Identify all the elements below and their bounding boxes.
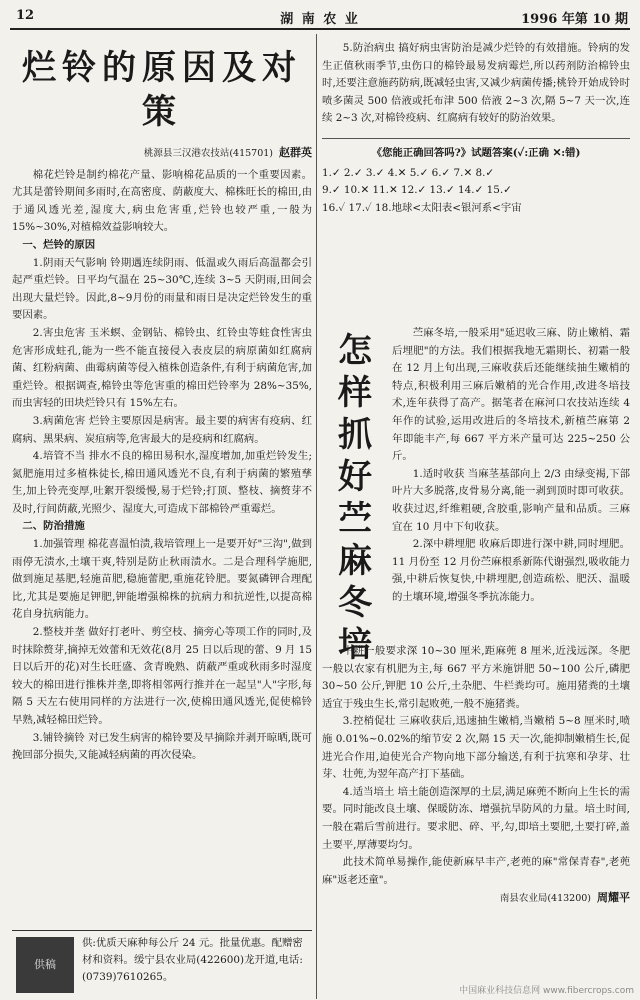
- measure-pest-control: 5.防治病虫 搞好病虫害防治是减少烂铃的有效措施。铃病的发生正值秋雨季节,虫伤口的棉铃最易发病霉烂,所以药剂防治棉铃虫时,还要注意施药防病,既减轻虫害,又减少病菌传播;桃铃开始成铃时喷多菌灵 500 倍液或托布津 500 倍液 2~3 次,隔 5~7 天一次,连续 2~3 次,对棉铃疫病、红腐病有较好的防治效果。: [322, 42, 630, 125]
- cause-disease: 3.病菌危害 烂铃主要原因是病害。最主要的病害有疫病、红腐病、黑果病、炭疽病等,危害最大的是疫病和红腐病。: [12, 414, 312, 445]
- measure-picking: 3.铺铃摘铃 对已发生病害的棉铃要及早摘除并剥开晾晒,既可挽回部分损失,又能减轻病菌的再次侵染。: [12, 731, 312, 762]
- article1-affiliation: 桃源县三汉港农技站(415701): [143, 148, 273, 159]
- article1-author: 赵群英: [279, 146, 312, 159]
- page-header: [10, 6, 630, 28]
- title-char: 培: [338, 625, 372, 665]
- title-char: 麻: [338, 541, 372, 581]
- title-char: 苎: [338, 499, 372, 539]
- article2-affiliation: 南县农业局(413200): [499, 893, 591, 905]
- issue-label: 1996 年第 10 期: [521, 12, 628, 27]
- quiz-line-1: 1.✓ 2.✓ 3.✓ 4.✕ 5.✓ 6.✓ 7.✕ 8.✓: [322, 166, 495, 179]
- article2-lower: [322, 643, 630, 988]
- section-heading-measures: 二、防治措施: [22, 520, 85, 533]
- title-char: 冬: [338, 583, 372, 623]
- article2-closing: 此技术简单易操作,能使新麻早丰产,老蔸的麻"常保青春",老蔸麻"返老还童"。: [322, 856, 630, 886]
- article2-author: 周耀平: [597, 891, 630, 905]
- quiz-line-3: 16.✓ 17.✓ 18.地球<太阳表<银河系<宇宙: [322, 201, 522, 214]
- step-tilling: 2.深中耕埋肥 收麻后即进行深中耕,同时埋肥。11 月份至 12 月份苎麻根系新陈代谢强烈,吸收能力强,中耕后恢复快,中耕埋肥,创造疏松、肥沃、温暖的土壤环境,增强冬季抗冻能力。: [392, 538, 630, 603]
- article1-intro: 棉花烂铃是制约棉花产量、影响棉花品质的一个重要因素。尤其是蕾铃期间多雨时,在高密度、荫蔽度大、棉株旺长的棉田,由于通风透光差,湿度大,病虫危害重,烂铃也较严重,一般为 15%~30%,对植棉效益影响较大。: [12, 168, 312, 234]
- measure-pruning: 2.整枝并垄 做好打老叶、剪空枝、摘旁心等项工作的同时,及时抹除赘芽,摘掉无效蕾和无效花(8月 25 日以后现的蕾、9 月 15 日以后开的花)对生长旺盛、贪青晚熟、荫蔽严重或秋雨多时湿度较大的棉田进行推株并垄,即将相邻两行推并在一起呈"人"字形,每隔 5 天左右使用同样的方法进行一次,使棉田通风透光,促使棉铃早熟,减轻棉田烂铃。: [12, 626, 312, 726]
- section-heading-causes: 一、烂铃的原因: [22, 238, 96, 251]
- article1-byline: [12, 144, 312, 163]
- cause-management: 4.培管不当 排水不良的棉田易积水,湿度增加,加重烂铃发生;氮肥施用过多植株徒长,棉田通风透光不良,有利于病菌的繁殖孳生,加上铃壳变厚,吐絮开裂缓慢,易于烂铃;打顶、整枝、摘赘芽不及时,行间荫蔽,光照少、湿度大,可造成下部棉铃严重霉烂。: [12, 450, 312, 515]
- column-divider: [316, 34, 317, 999]
- article2-upper: [392, 325, 630, 641]
- article2-intro: 苎麻冬培,一般采用"延迟收三麻、防止嫩梢、霜后埋肥"的方法。我们根据我地无霜期长、初霜一般在 12 月上旬出现,三麻收获后还能继续抽生嫩梢的特点,积极利用三麻后嫩梢的光合作用,改进冬培技术,连年获得了高产。据笔者在麻河口农技站连续 4 年作的试验,运用改进后的冬培技术,新植苎麻第 2 年即能丰产,每 667 平方米产量可达 225~250 公斤。: [392, 327, 630, 463]
- measure-management: 1.加强管理 棉花喜温怕渍,栽培管理上一是要开好"三沟",做到雨停无渍水,土壤干爽,特别是防止秋雨渍水。二是合理科学施肥,做到施足基肥,轻施苗肥,稳施蕾肥,重施花铃肥。要氮磷钾合理配比,尤其是要施足钾肥,钾能增强棉株的抗病力和抗逆性,以提高棉花自身抗病能力。: [12, 538, 312, 621]
- title-char: 怎: [338, 331, 372, 371]
- step-tilling-detail: 中耕一般要求深 10~30 厘米,距麻蔸 8 厘米,近浅远深。冬肥一般以农家有机肥为主,每 667 平方米施饼肥 50~100 公斤,磷肥 30~50 公斤,钾肥 10 公斤,土杂肥、牛栏粪均可。施用猪粪的土壤适宜于残虫生长,常引起败蔸,一般不施猪粪。: [322, 645, 630, 710]
- watermark: 中国麻业科技信息网 www.fibercrops.com: [459, 986, 634, 996]
- journal-name: 湖 南 农 业: [280, 12, 360, 27]
- step-harvest: 1.适时收获 当麻茎基部向上 2/3 由绿变褐,下部叶片大多脱落,皮骨易分离,能一剥到顶时即可收获。收获过迟,纤维粗硬,含胶重,影响产量和品质。三麻宜在 10 月中下旬收获。: [392, 467, 630, 533]
- quiz-title: 《您能正确回答吗?》试题答案(✓:正确 ✕:错): [371, 146, 581, 159]
- article2-title: [326, 330, 384, 665]
- quiz-line-2: 9.✓ 10.✕ 11.✕ 12.✓ 13.✓ 14.✓ 15.✓: [322, 184, 512, 197]
- title-char: 抓: [338, 415, 372, 455]
- article2-byline: [322, 889, 630, 908]
- cause-pests: 2.害虫危害 玉米螟、金钢钻、棉铃虫、红铃虫等蛀食性害虫危害形成蛀孔,能为一些不能直接侵入表皮层的病原菌如红腐病菌、红粉病菌、曲霉病菌等侵入植株创造条件,有利于病菌危害,加重烂铃。根据调查,棉铃虫等危害重的棉田烂铃率为 28%~35%,而虫害轻的田块烂铃只有 15%左右。: [12, 326, 312, 410]
- ad-image: 供稿: [16, 937, 74, 993]
- ad-text: 供:优质天麻种每公斤 24 元。批量优惠。配赠密材和资料。缓宁县农业局(422600)龙开道,电话:(0739)7610265。: [82, 937, 303, 983]
- page-number: 12: [16, 8, 35, 23]
- article1-continuation: [322, 40, 630, 322]
- step-soil-cover: 4.适当培土 培土能创造深厚的土层,满足麻蔸不断向上生长的需要。同时能改良土壤、保暖防冻、增强抗旱防风的力量。培土时间,一般在霜后雪前进行。要求肥、碎、平,勾,即培土要肥,土要打碎,盖土要平,厚薄要均匀。: [322, 785, 630, 851]
- article1-column: [12, 40, 312, 980]
- article1-title: 烂铃的原因及对策: [22, 48, 302, 132]
- title-char: 样: [338, 373, 372, 413]
- step-shoot-control: 3.控梢促壮 三麻收获后,迅速抽生嫩梢,当嫩梢 5~8 厘米时,喷施 0.01%~0.02%的缩节安 2 次,隔 15 天一次,能抑制嫩梢生长,促进光合作用,迫使光合产物向地下部分输送,有利于抗寒和孕芽、壮芽、壮蔸,为翌年高产打下基础。: [322, 715, 630, 781]
- cause-weather: 1.阴雨天气影响 铃期遇连续阴雨、低温或久雨后高温都会引起严重烂铃。日平均气温在 25~30℃,连续 3~5 天阴雨,田间会出现大量烂铃。因此,8~9月份的雨量和雨日是决定烂铃发生的重要因素。: [12, 256, 312, 322]
- header-rule: [10, 28, 630, 30]
- quiz-answers: [322, 138, 630, 217]
- title-char: 好: [338, 457, 372, 497]
- advertisement: [12, 930, 312, 997]
